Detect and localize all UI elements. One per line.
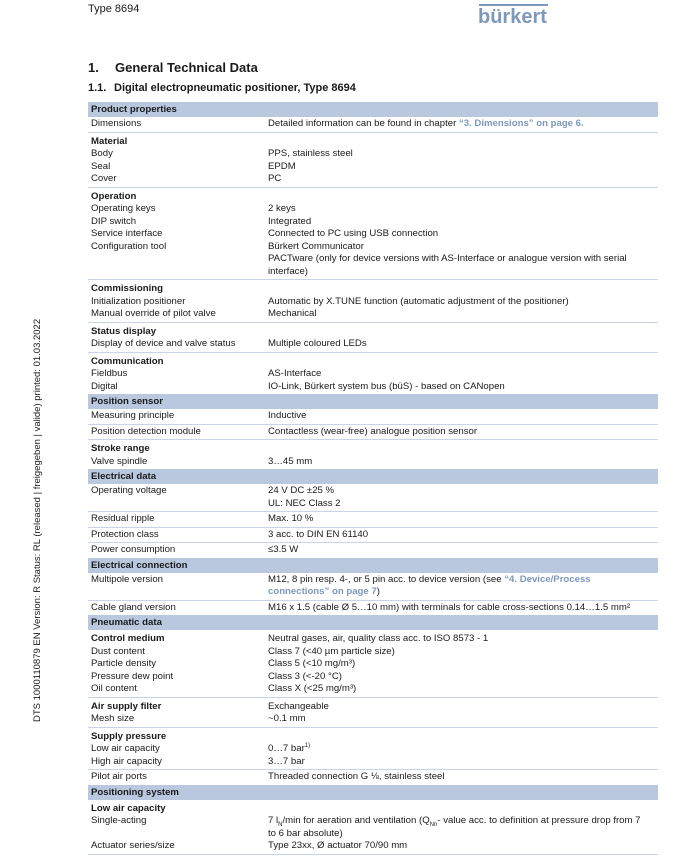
row-label: Dust content xyxy=(91,645,145,657)
row-label: Multipole version xyxy=(91,573,163,585)
row-label: Configuration tool xyxy=(91,240,167,252)
group-title-row xyxy=(88,191,658,204)
row-value: EPDM xyxy=(268,160,296,172)
row-group-operation xyxy=(88,188,658,281)
table-row xyxy=(88,683,658,696)
row-label: Display of device and valve status xyxy=(91,338,236,349)
group-title: Communication xyxy=(91,355,164,367)
group-title: Material xyxy=(91,135,128,147)
row-value: 3 acc. to DIN EN 61140 xyxy=(268,528,369,540)
row-value: M16 x 1.5 (cable Ø 5…10 mm) with terminals for cable cross-sections 0.14…1.5 mm² xyxy=(268,601,631,613)
table-row xyxy=(88,338,658,351)
burkert-logo xyxy=(478,4,550,28)
row-label: Residual ripple xyxy=(91,513,155,524)
row-group-commissioning xyxy=(88,280,658,323)
row-label: Cable gland version xyxy=(91,601,176,613)
group-title: Commissioning xyxy=(91,283,163,294)
table-row xyxy=(88,671,658,684)
table-row xyxy=(88,426,658,439)
row-value: Class 5 (<10 mg/m³) xyxy=(268,658,356,669)
document-type-label: Type 8694 xyxy=(88,3,140,15)
row-value: PC xyxy=(268,173,282,184)
row-value: PPS, stainless steel xyxy=(268,148,353,159)
table-row xyxy=(88,241,658,279)
row-value: Automatic by X.TUNE function (automatic adjustment of the positioner) xyxy=(268,295,569,307)
row-label: Air supply filter xyxy=(91,700,162,712)
table-row xyxy=(88,148,658,161)
row-label: Control medium xyxy=(91,633,165,644)
group-title: Low air capacity xyxy=(91,802,166,814)
row-label: Valve spindle xyxy=(91,455,148,467)
section-header-pneumatic-data: Pneumatic data xyxy=(88,615,658,630)
row-label: Pressure dew point xyxy=(91,670,174,682)
table-row xyxy=(88,118,658,131)
table-row xyxy=(88,602,658,615)
group-title-row xyxy=(88,326,658,339)
value-line: Bürkert Communicator xyxy=(268,240,364,252)
table-row xyxy=(88,529,658,542)
table-row xyxy=(88,216,658,229)
table-row xyxy=(88,713,658,726)
row-label: Operating keys xyxy=(91,203,156,214)
subscript: Nn xyxy=(429,821,438,828)
row-value: Multiple coloured LEDs xyxy=(268,338,367,349)
row-value: 2 keys xyxy=(268,203,296,214)
value-text: 0…7 bar xyxy=(268,743,305,754)
value-line: 24 V DC ±25 % xyxy=(268,485,335,496)
row-label: Position detection module xyxy=(91,425,201,437)
row-label: Dimensions xyxy=(91,118,142,129)
row-group xyxy=(88,512,658,528)
row-group xyxy=(88,770,658,785)
row-group-communication xyxy=(88,353,658,395)
table-row xyxy=(88,574,658,599)
value-text: - value acc. to definition at pressure drop from 7 to 6 bar absolute) xyxy=(268,815,641,839)
row-group xyxy=(88,425,658,441)
row-label: Manual override of pilot valve xyxy=(91,308,216,319)
row-value: Type 23xx, Ø actuator 70/90 mm xyxy=(268,840,408,851)
row-label: Seal xyxy=(91,160,111,172)
subsection-heading xyxy=(88,82,356,94)
table-row xyxy=(88,456,658,469)
footnote-marker: 1) xyxy=(304,742,311,749)
row-label: DIP switch xyxy=(91,215,137,227)
table-row xyxy=(88,228,658,241)
table-row xyxy=(88,646,658,659)
row-group xyxy=(88,573,658,601)
logo-wordmark: bürkert xyxy=(478,6,547,28)
section-number: 1. xyxy=(88,60,99,75)
row-label: Actuator series/size xyxy=(91,840,175,851)
section-title: General Technical Data xyxy=(115,60,258,75)
row-group-material xyxy=(88,133,658,188)
group-title-row xyxy=(88,803,658,816)
section-header-product-properties: Product properties xyxy=(88,102,658,117)
dimensions-link[interactable]: “3. Dimensions” on page 6. xyxy=(458,118,584,129)
row-group-supply-pressure xyxy=(88,728,658,771)
row-group xyxy=(88,117,658,133)
value-text: Detailed information can be found in chapter xyxy=(268,118,459,129)
value-text: M12, 8 pin resp. 4-, or 5 pin acc. to device version (see xyxy=(268,573,505,585)
row-value: ≤3.5 W xyxy=(268,544,299,555)
group-title: Stroke range xyxy=(91,443,150,454)
group-title-row xyxy=(88,136,658,149)
row-label: Pilot air ports xyxy=(91,771,147,782)
row-label: Fieldbus xyxy=(91,368,128,379)
row-group-status-display xyxy=(88,323,658,353)
row-label: Single-acting xyxy=(91,815,147,826)
value-line: PACTware (only for device versions with AS-Interface or analogue version with serial interface) xyxy=(268,253,627,277)
row-value: Integrated xyxy=(268,215,312,227)
table-row xyxy=(88,161,658,174)
value-line: UL: NEC Class 2 xyxy=(268,497,341,509)
row-group xyxy=(88,484,658,512)
row-label: Protection class xyxy=(91,528,159,540)
row-label: Oil content xyxy=(91,683,137,694)
row-group-air-supply-filter xyxy=(88,698,658,728)
table-row xyxy=(88,513,658,526)
value-text: ) xyxy=(376,586,380,597)
row-label: Particle density xyxy=(91,658,157,669)
group-title: Status display xyxy=(91,325,157,337)
row-value: 3…7 bar xyxy=(268,755,305,767)
row-value xyxy=(268,241,658,279)
device-process-connections-link[interactable]: “4. Device/Process connections” on page 7 xyxy=(268,573,591,597)
row-value: 3…45 mm xyxy=(268,455,313,467)
row-group-low-air-capacity xyxy=(88,800,658,855)
section-header-position-sensor: Position sensor xyxy=(88,394,658,409)
group-title: Operation xyxy=(91,190,137,202)
row-value: Inductive xyxy=(268,410,307,421)
row-value xyxy=(268,485,658,510)
row-label: Service interface xyxy=(91,228,163,239)
document-status-note: DTS 1000110879 EN Version: R Status: RL (released | freigegeben | valide) printed: 01.03.2022 xyxy=(32,318,43,722)
row-label: Digital xyxy=(91,380,118,392)
row-label: Operating voltage xyxy=(91,485,167,496)
row-value: Neutral gases, air, quality class acc. to ISO 8573 - 1 xyxy=(268,633,489,644)
table-row xyxy=(88,368,658,381)
group-title: Supply pressure xyxy=(91,730,167,742)
row-value: Class 3 (<-20 °C) xyxy=(268,670,342,682)
table-row xyxy=(88,410,658,423)
section-header-positioning-system: Positioning system xyxy=(88,785,658,800)
group-title-row xyxy=(88,443,658,456)
technical-data-table xyxy=(88,102,658,855)
table-row xyxy=(88,296,658,309)
group-title-row xyxy=(88,731,658,744)
row-group xyxy=(88,543,658,558)
group-title-row xyxy=(88,283,658,296)
table-row xyxy=(88,173,658,186)
value-text: 7 l xyxy=(268,815,279,826)
row-value xyxy=(268,574,658,599)
table-row xyxy=(88,633,658,646)
group-title-row xyxy=(88,356,658,369)
row-label: Power consumption xyxy=(91,544,176,555)
subscript: N xyxy=(278,821,283,828)
row-label: Cover xyxy=(91,173,117,184)
row-value: Mechanical xyxy=(268,308,317,319)
table-row xyxy=(88,701,658,714)
row-label: Body xyxy=(91,148,113,159)
section-header-electrical-connection: Electrical connection xyxy=(88,558,658,573)
row-value: Contactless (wear-free) analogue position sensor xyxy=(268,425,478,437)
row-value: Class X (<25 mg/m³) xyxy=(268,683,357,694)
row-value xyxy=(268,118,658,131)
table-row xyxy=(88,308,658,321)
table-row xyxy=(88,815,658,840)
row-value xyxy=(268,815,658,840)
table-row xyxy=(88,771,658,784)
row-group-stroke-range xyxy=(88,440,658,469)
table-row xyxy=(88,485,658,510)
row-label: Initialization positioner xyxy=(91,295,186,307)
table-row xyxy=(88,544,658,557)
row-group xyxy=(88,601,658,616)
table-row xyxy=(88,756,658,769)
row-label: Measuring principle xyxy=(91,410,175,421)
row-value: Threaded connection G ⅛, stainless steel xyxy=(268,771,445,782)
value-text: /min for aeration and ventilation (Q xyxy=(282,815,430,826)
row-group xyxy=(88,409,658,425)
row-value: IO-Link, Bürkert system bus (büS) - based on CANopen xyxy=(268,380,505,392)
row-value: Exchangeable xyxy=(268,700,329,712)
section-header-electrical-data: Electrical data xyxy=(88,469,658,484)
row-value: Class 7 (<40 µm particle size) xyxy=(268,645,395,657)
row-group xyxy=(88,528,658,544)
subsection-number: 1.1. xyxy=(88,82,107,94)
row-label: Low air capacity xyxy=(91,743,160,754)
table-row xyxy=(88,658,658,671)
section-heading xyxy=(88,60,258,75)
row-value: Max. 10 % xyxy=(268,513,314,524)
row-value: Connected to PC using USB connection xyxy=(268,228,439,239)
row-value: AS-Interface xyxy=(268,368,322,379)
table-row xyxy=(88,743,658,756)
subsection-title: Digital electropneumatic positioner, Type 8694 xyxy=(114,82,356,94)
table-row xyxy=(88,840,658,853)
table-row xyxy=(88,381,658,394)
row-group-control-medium xyxy=(88,630,658,698)
row-value xyxy=(268,743,658,756)
row-label: Mesh size xyxy=(91,713,135,724)
row-value: ~0.1 mm xyxy=(268,713,306,724)
table-row xyxy=(88,203,658,216)
row-label: High air capacity xyxy=(91,755,162,767)
